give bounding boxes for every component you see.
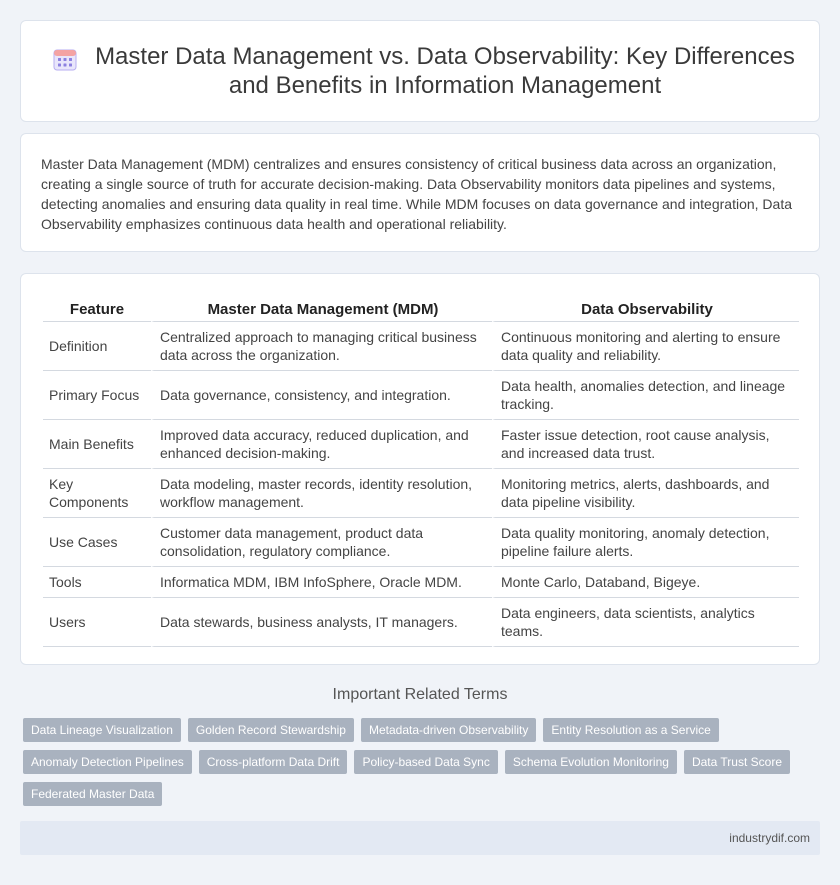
row-mdm: Centralized approach to managing critical business data across the organization. xyxy=(151,322,492,371)
row-mdm: Data modeling, master records, identity resolution, workflow management. xyxy=(151,469,492,518)
header-observability: Data Observability xyxy=(492,292,799,322)
related-term-tag[interactable]: Policy-based Data Sync xyxy=(354,750,497,774)
related-term-tag[interactable]: Entity Resolution as a Service xyxy=(543,718,718,742)
related-term-tag[interactable]: Schema Evolution Monitoring xyxy=(505,750,677,774)
table-row xyxy=(43,322,799,371)
related-term-tag[interactable]: Data Lineage Visualization xyxy=(23,718,181,742)
row-observability: Monte Carlo, Databand, Bigeye. xyxy=(492,567,799,598)
related-term-tag[interactable]: Federated Master Data xyxy=(23,782,162,806)
row-feature: Tools xyxy=(43,567,151,598)
related-terms-title: Important Related Terms xyxy=(332,686,508,703)
row-feature: Definition xyxy=(43,322,151,371)
row-observability: Monitoring metrics, alerts, dashboards, and data pipeline visibility. xyxy=(492,469,799,518)
footer xyxy=(20,821,820,855)
title-card xyxy=(20,20,820,122)
row-observability: Continuous monitoring and alerting to ensure data quality and reliability. xyxy=(492,322,799,371)
row-mdm: Improved data accuracy, reduced duplication, and enhanced decision-making. xyxy=(151,420,492,469)
table-row xyxy=(43,371,799,420)
page-title: Master Data Management vs. Data Observability: Key Differences and Benefits in Information Management xyxy=(95,43,795,99)
header-feature: Feature xyxy=(43,292,151,322)
comparison-table xyxy=(43,292,799,647)
row-observability: Data engineers, data scientists, analytics teams. xyxy=(492,598,799,647)
table-row xyxy=(43,469,799,518)
row-mdm: Customer data management, product data consolidation, regulatory compliance. xyxy=(151,518,492,567)
intro-card xyxy=(20,133,820,252)
header-mdm: Master Data Management (MDM) xyxy=(151,292,492,322)
row-observability: Data health, anomalies detection, and lineage tracking. xyxy=(492,371,799,420)
row-feature: Use Cases xyxy=(43,518,151,567)
row-feature: Main Benefits xyxy=(43,420,151,469)
table-row xyxy=(43,567,799,598)
row-feature: Primary Focus xyxy=(43,371,151,420)
table-row xyxy=(43,518,799,567)
related-terms-list xyxy=(23,718,813,806)
comparison-card xyxy=(20,273,820,665)
related-term-tag[interactable]: Data Trust Score xyxy=(684,750,790,774)
row-observability: Data quality monitoring, anomaly detection, pipeline failure alerts. xyxy=(492,518,799,567)
row-mdm: Data stewards, business analysts, IT managers. xyxy=(151,598,492,647)
row-mdm: Informatica MDM, IBM InfoSphere, Oracle MDM. xyxy=(151,567,492,598)
table-row xyxy=(43,598,799,647)
row-mdm: Data governance, consistency, and integration. xyxy=(151,371,492,420)
row-feature: Users xyxy=(43,598,151,647)
footer-site[interactable]: industrydif.com xyxy=(729,831,810,845)
related-term-tag[interactable]: Metadata-driven Observability xyxy=(361,718,536,742)
intro-text: Master Data Management (MDM) centralizes and ensures consistency of critical business data across an organization, creating a single source of truth for accurate decision-making. Data Observability monitors data pipelines and systems, detecting anomalies and ensuring data quality in real time. While MDM focuses on data governance and integration, Data Observability emphasizes continuous data health and operational reliability. xyxy=(41,156,792,232)
related-term-tag[interactable]: Cross-platform Data Drift xyxy=(199,750,348,774)
related-term-tag[interactable]: Anomaly Detection Pipelines xyxy=(23,750,192,774)
table-row xyxy=(43,420,799,469)
row-feature: Key Components xyxy=(43,469,151,518)
related-term-tag[interactable]: Golden Record Stewardship xyxy=(188,718,354,742)
row-observability: Faster issue detection, root cause analysis, and increased data trust. xyxy=(492,420,799,469)
